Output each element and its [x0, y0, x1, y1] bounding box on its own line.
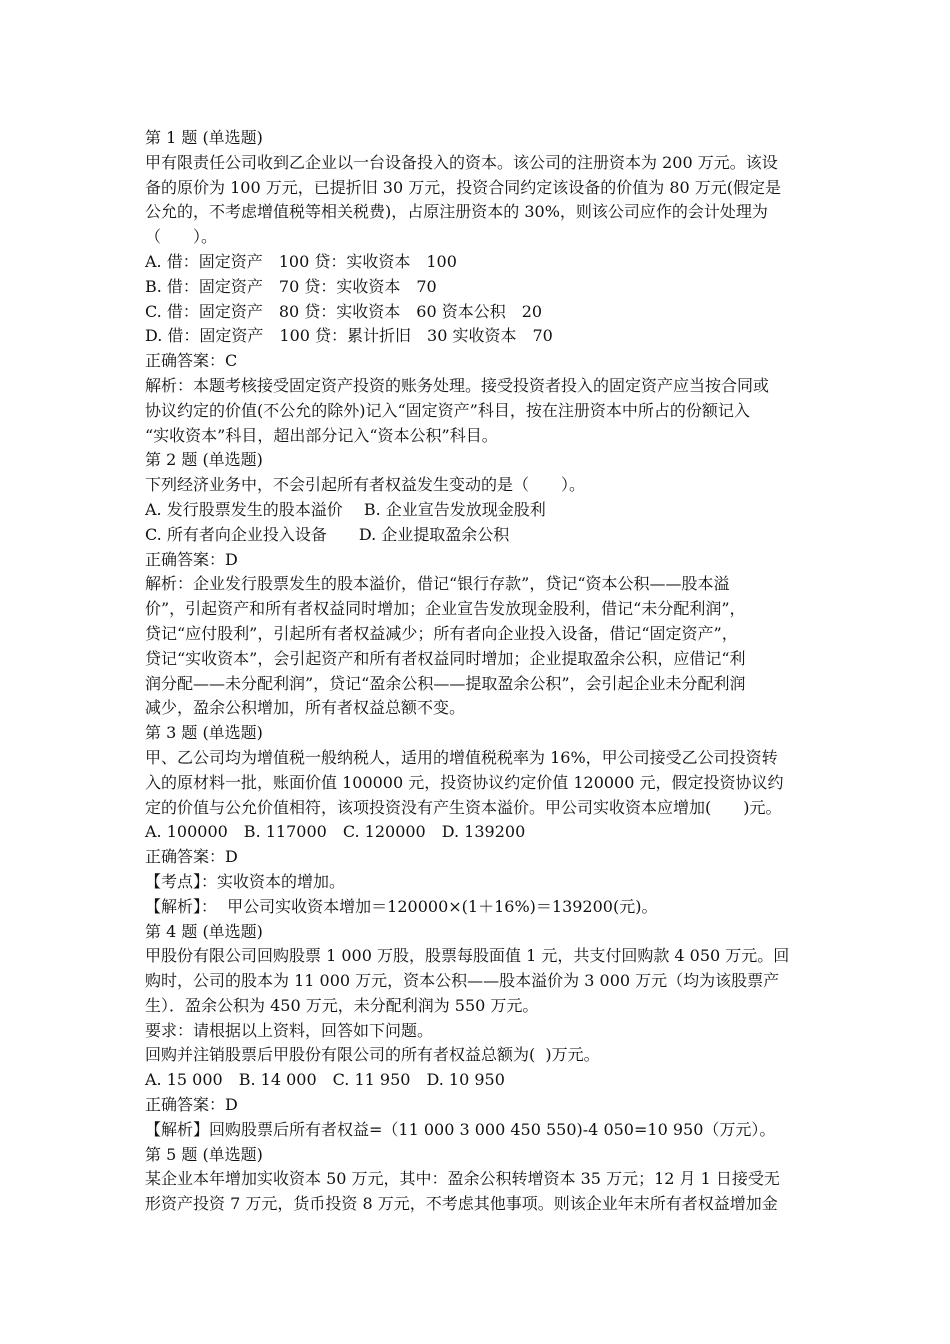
- q4-options: A. 15 000 B. 14 000 C. 11 950 D. 10 950: [145, 1070, 505, 1090]
- q4-stem-line-1: 甲股份有限公司回购股票 1 000 万股，股票每股面值 1 元，共支付回购款 4 050 万元。回: [145, 946, 790, 966]
- q1-explanation-line-3: “实收资本”科目，超出部分记入“资本公积”科目。: [145, 425, 498, 445]
- q2-explanation-line-2: 价”，引起资产和所有者权益同时增加；企业宣告发放现金股利，借记“未分配利润”，: [145, 599, 746, 619]
- q1-stem-line-4: （ ）。: [145, 227, 218, 247]
- q2-heading: 第 2 题 (单选题): [145, 450, 263, 470]
- document-body: [145, 126, 815, 1217]
- q3-stem-line-3: 定的价值与公允价值相符，该项投资没有产生资本溢价。甲公司实收资本应增加( )元。: [145, 797, 782, 817]
- q2-explanation-line-1: 解析：企业发行股票发生的股本溢价，借记“银行存款”，贷记“资本公积——股本溢: [145, 574, 730, 594]
- q4-requirement: 要求：请根据以上资料，回答如下问题。: [145, 1020, 434, 1040]
- q2-answer: 正确答案：D: [145, 549, 238, 569]
- q3-key-point: 【考点】：实收资本的增加。: [145, 871, 346, 891]
- q2-explanation-line-5: 润分配——未分配利润”，贷记“盈余公积——提取盈余公积”，会引起企业未分配利润: [145, 673, 746, 693]
- q4-question: 回购并注销股票后甲股份有限公司的所有者权益总额为( )万元。: [145, 1045, 600, 1065]
- q5-stem-line-1: 某企业本年增加实收资本 50 万元，其中：盈余公积转增资本 35 万元；12 月 1 日接受无: [145, 1169, 780, 1189]
- q2-explanation-line-3: 贷记“应付股利”，引起所有者权益减少；所有者向企业投入设备，借记“固定资产”，: [145, 623, 738, 643]
- q3-options: A. 100000 B. 117000 C. 120000 D. 139200: [145, 822, 526, 842]
- q1-answer: 正确答案：C: [145, 351, 238, 371]
- q3-stem-line-1: 甲、乙公司均为增值税一般纳税人，适用的增值税税率为 16%，甲公司接受乙公司投资转: [145, 747, 778, 767]
- q1-heading: 第 1 题 (单选题): [145, 128, 263, 147]
- q2-stem: 下列经济业务中，不会引起所有者权益发生变动的是（ ）。: [145, 475, 586, 495]
- q4-heading: 第 4 题 (单选题): [145, 921, 263, 941]
- q1-explanation-line-1: 解析：本题考核接受固定资产投资的账务处理。接受投资者投入的固定资产应当按合同或: [145, 375, 770, 395]
- q1-option-d: D. 借：固定资产 100 贷：累计折旧 30 实收资本 70: [145, 326, 553, 346]
- q4-answer: 正确答案：D: [145, 1095, 238, 1115]
- q1-option-c: C. 借：固定资产 80 贷：实收资本 60 资本公积 20: [145, 301, 543, 321]
- q2-explanation-line-4: 贷记“实收资本”，会引起资产和所有者权益同时增加；企业提取盈余公积，应借记“利: [145, 648, 746, 668]
- q1-option-a: A. 借：固定资产 100 贷：实收资本 100: [145, 251, 457, 271]
- q2-options-cd: C. 所有者向企业投入设备 D. 企业提取盈余公积: [145, 524, 510, 544]
- q3-heading: 第 3 题 (单选题): [145, 723, 263, 743]
- q3-stem-line-2: 入的原材料一批，账面价值 100000 元，投资协议约定价值 120000 元，假定投资协议约: [145, 772, 784, 792]
- q4-stem-line-2: 购时，公司的股本为 11 000 万元，资本公积——股本溢价为 3 000 万元（均为该股票产: [145, 971, 780, 991]
- q3-explanation: 【解析】： 甲公司实收资本增加＝120000×(1＋16%)＝139200(元)。: [145, 896, 658, 916]
- q1-explanation-line-2: 协议约定的价值(不公允的除外)记入“固定资产”科目，按在注册资本中所占的份额记入: [145, 400, 750, 420]
- q3-answer: 正确答案：D: [145, 847, 238, 867]
- q2-options-ab: A. 发行股票发生的股本溢价 B. 企业宣告发放现金股利: [145, 499, 546, 519]
- q2-explanation-line-6: 减少，盈余公积增加，所有者权益总额不变。: [145, 698, 466, 718]
- q4-explanation: 【解析】回购股票后所有者权益=（11 000 3 000 450 550)-4 050=10 950（万元）。: [145, 1119, 776, 1139]
- q5-heading: 第 5 题 (单选题): [145, 1144, 263, 1164]
- q4-stem-line-3: 生）．盈余公积为 450 万元，未分配利润为 550 万元。: [145, 995, 539, 1015]
- q1-stem-line-2: 备的原价为 100 万元，已提折旧 30 万元，投资合同约定该设备的价值为 80 万元(假定是: [145, 177, 782, 197]
- q1-option-b: B. 借：固定资产 70 贷：实收资本 70: [145, 276, 437, 296]
- q1-stem-line-1: 甲有限责任公司收到乙企业以一台设备投入的资本。该公司的注册资本为 200 万元。该设: [145, 152, 778, 172]
- q1-stem-line-3: 公允的，不考虑增值税等相关税费)，占原注册资本的 30%，则该公司应作的会计处理为: [145, 202, 768, 222]
- q5-stem-line-2: 形资产投资 7 万元，货币投资 8 万元，不考虑其他事项。则该企业年末所有者权益增加金: [145, 1194, 778, 1214]
